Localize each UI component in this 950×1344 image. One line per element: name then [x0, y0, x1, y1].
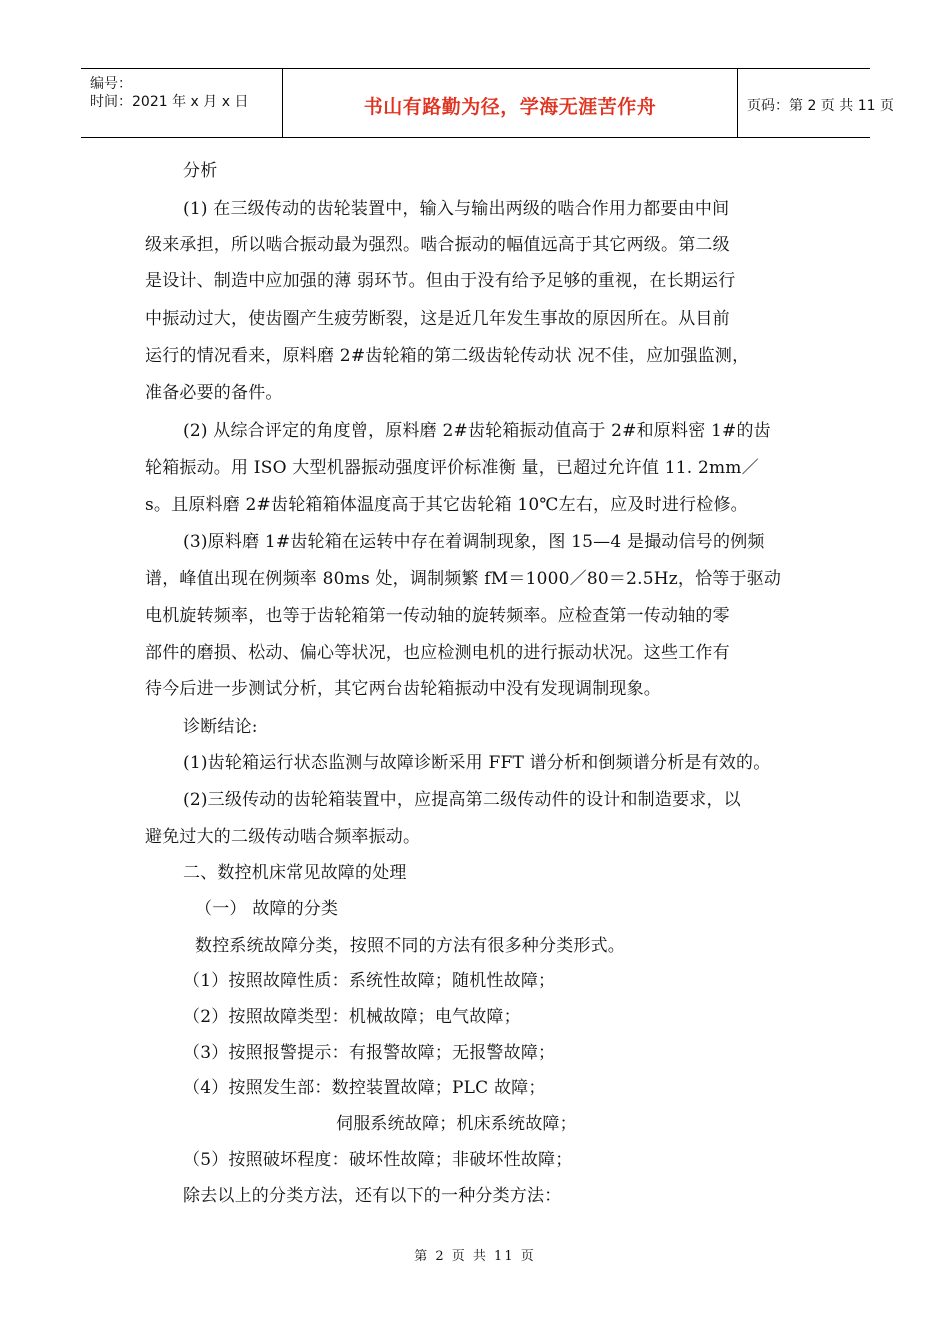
page-info: 页码：第 2 页 共 11 页	[747, 98, 894, 114]
body-line: 电机旋转频率，也等于齿轮箱第一传动轴的旋转频率。应检查第一传动轴的零	[145, 606, 730, 626]
body-line: 准备必要的备件。	[145, 383, 283, 403]
body-line: 待今后进一步测试分析，其它两台齿轮箱振动中没有发现调制现象。	[145, 679, 661, 699]
page-footer: 第 2 页 共 11 页	[414, 1249, 536, 1264]
list-item: （2）按照故障类型：机械故障；电气故障；	[183, 1007, 521, 1027]
body-line: 部件的磨损、松动、偏心等状况，也应检测电机的进行振动状况。这些工作有	[145, 643, 730, 663]
body-line: 数控系统故障分类，按照不同的方法有很多种分类形式。	[195, 936, 625, 956]
header-page-cell	[738, 69, 894, 137]
subsection-heading: （一） 故障的分类	[195, 899, 339, 919]
body-line: (1)齿轮箱运行状态监测与故障诊断采用 FFT 谱分析和倒频谱分析是有效的。	[183, 753, 771, 773]
list-item: （1）按照故障性质：系统性故障；随机性故障；	[183, 971, 556, 991]
list-item-continuation: 伺服系统故障；机床系统故障；	[336, 1114, 577, 1134]
number-label: 编号：	[90, 76, 132, 92]
body-line: 分析	[183, 161, 218, 181]
body-line: (2)三级传动的齿轮箱装置中，应提高第二级传动件的设计和制造要求，以	[183, 790, 741, 810]
list-item: （5）按照破坏程度：破坏性故障；非破坏性故障；	[183, 1150, 573, 1170]
body-line: 谱，峰值出现在例频率 80ms 处，调制频繁 fM＝1000／80＝2.5Hz，恰等于驱动	[145, 569, 782, 589]
time-label: 时间：2021 年 x 月 x 日	[90, 94, 249, 110]
list-item: （4）按照发生部：数控装置故障；PLC 故障；	[183, 1078, 546, 1098]
body-line: (1) 在三级传动的齿轮装置中，输入与输出两级的啮合作用力都要由中间	[183, 199, 730, 219]
body-line: 级来承担，所以啮合振动最为强烈。啮合振动的幅值远高于其它两级。第二级	[145, 235, 730, 255]
motto: 书山有路勤为径，学海无涯苦作舟	[363, 96, 657, 118]
body-line: 是设计、制造中应加强的薄 弱环节。但由于没有给予足够的重视，在长期运行	[145, 271, 736, 291]
body-line: s。且原料磨 2#齿轮箱箱体温度高于其它齿轮箱 10℃左右，应及时进行检修。	[145, 495, 748, 515]
body-line: 除去以上的分类方法，还有以下的一种分类方法：	[183, 1186, 562, 1206]
header-left-cell	[81, 69, 283, 137]
body-line: (2) 从综合评定的角度曾，原料磨 2#齿轮箱振动值高于 2#和原料密 1#的齿	[183, 421, 771, 441]
header-motto-cell	[283, 69, 738, 137]
body-line: 轮箱振动。用 ISO 大型机器振动强度评价标准衡 量，已超过允许值 11. 2mm／	[145, 458, 759, 478]
body-line: 诊断结论:	[183, 717, 258, 737]
section-heading: 二、数控机床常见故障的处理	[183, 863, 407, 883]
body-line: (3)原料磨 1#齿轮箱在运转中存在着调制现象，图 15—4 是撮动信号的例频	[183, 532, 765, 552]
body-line: 避免过大的二级传动啮合频率振动。	[145, 827, 421, 847]
body-line: 中振动过大，使齿圈产生疲劳断裂，这是近几年发生事故的原因所在。从目前	[145, 309, 730, 329]
body-line: 运行的情况看来，原料磨 2#齿轮箱的第二级齿轮传动状 况不佳，应加强监测，	[145, 346, 750, 366]
header-table	[81, 68, 894, 138]
list-item: （3）按照报警提示：有报警故障；无报警故障；	[183, 1043, 556, 1063]
